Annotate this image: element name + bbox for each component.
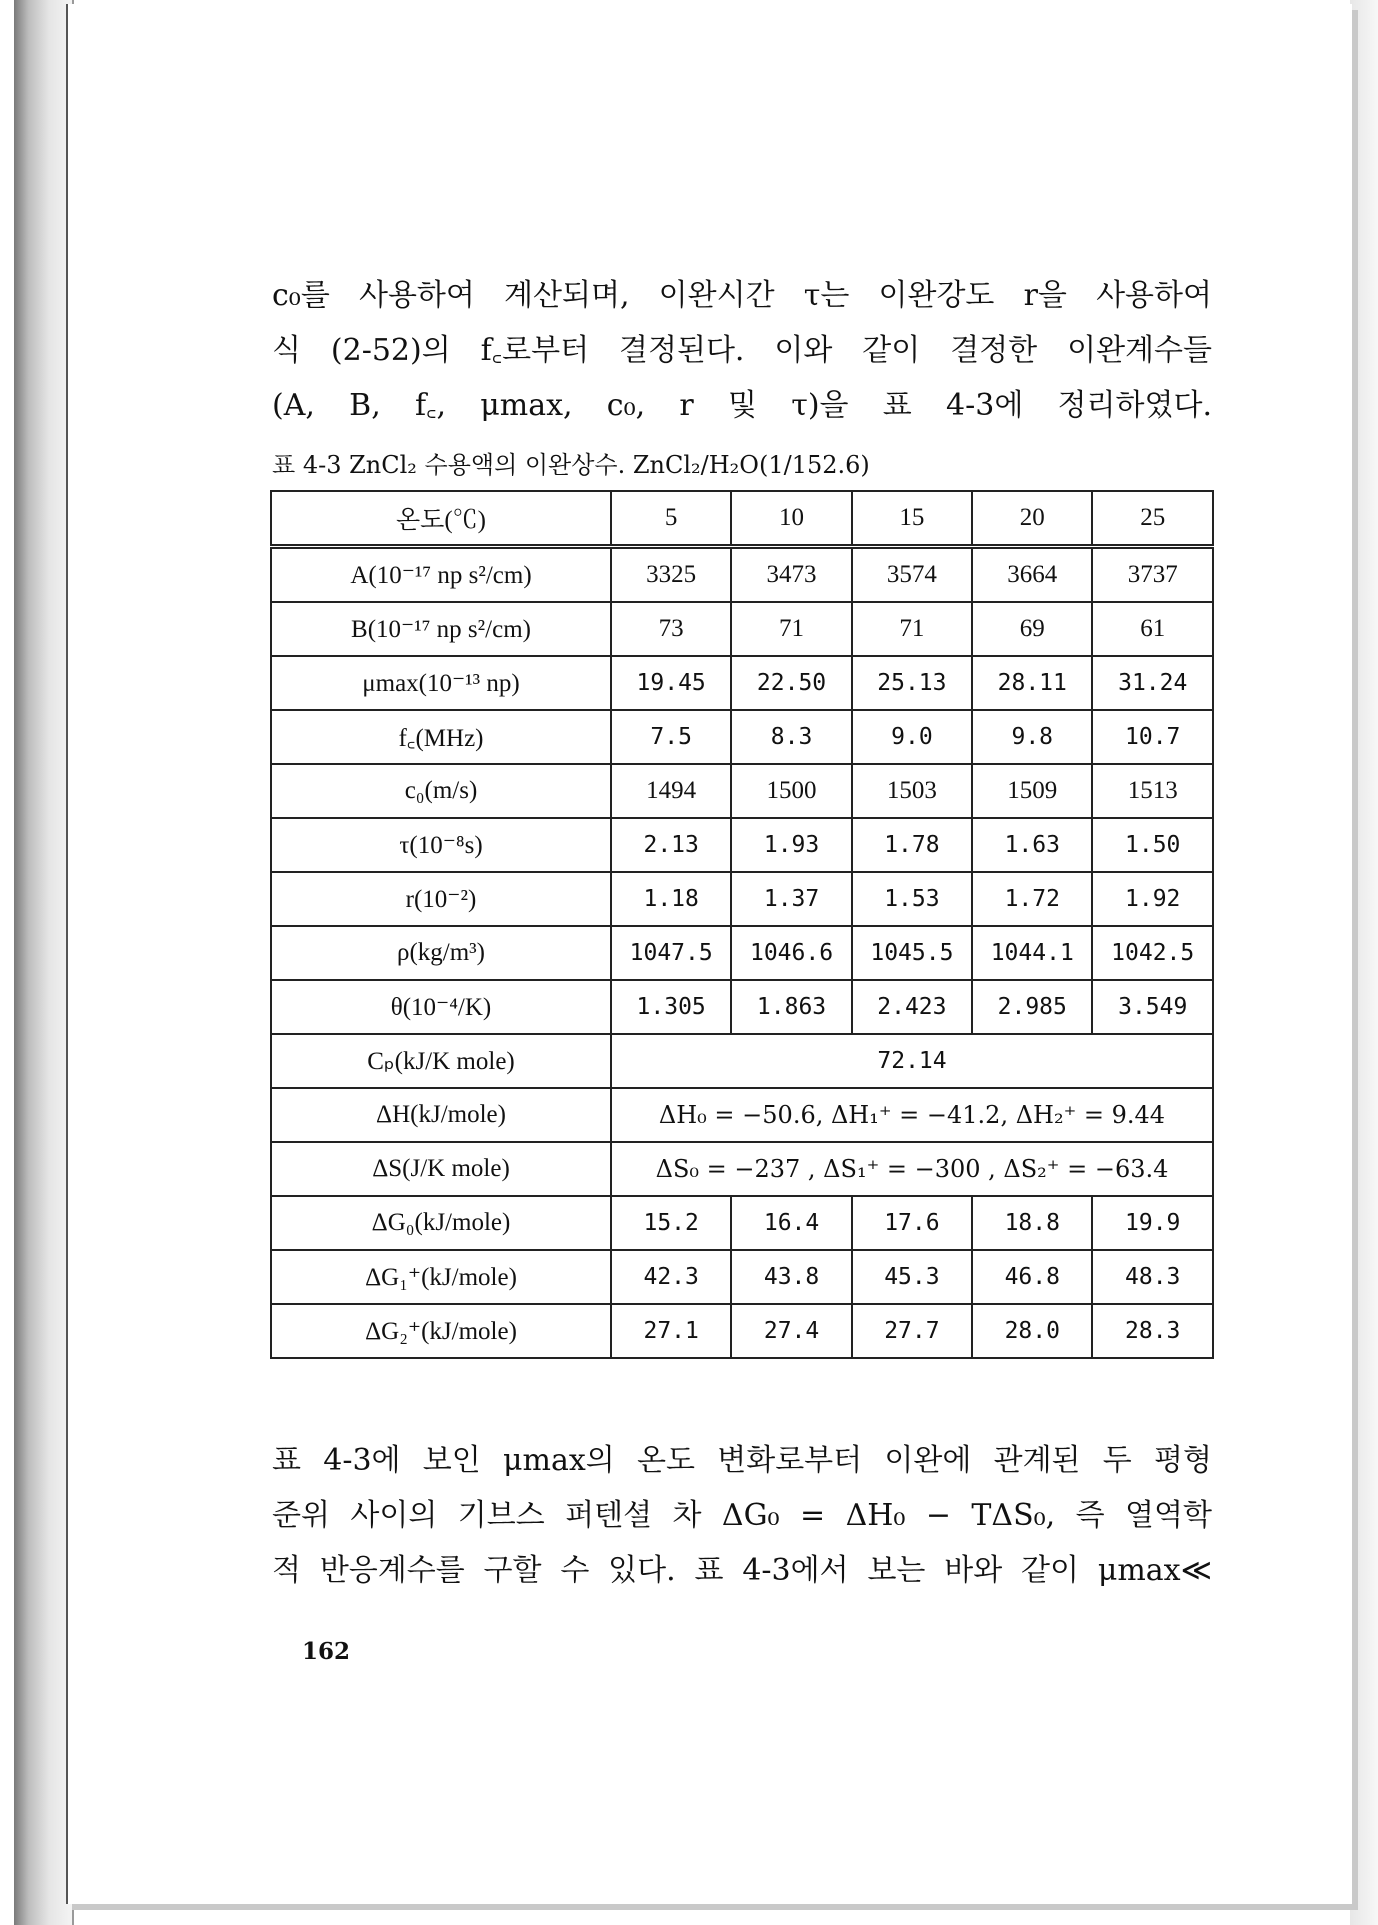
cell: 1494 (611, 764, 731, 818)
cell: 1047.5 (611, 926, 731, 980)
paragraph-line: 식 (2-52)의 f꜀로부터 결정된다. 이와 같이 결정한 이완계수들 (272, 333, 1212, 368)
table-caption: 표 4-3 ZnCl₂ 수용액의 이완상수. ZnCl₂/H₂O(1/152.6) (272, 451, 870, 479)
cell: 1.863 (731, 980, 851, 1034)
cell: 10.7 (1092, 710, 1213, 764)
cell: 61 (1092, 602, 1213, 656)
cell: 45.3 (852, 1250, 972, 1304)
merged-cell: ΔS₀ = −237 , ΔS₁⁺ = −300 , ΔS₂⁺ = −63.4 (611, 1142, 1213, 1196)
table-row (271, 1142, 1213, 1196)
cell: 2.423 (852, 980, 972, 1034)
cell: 42.3 (611, 1250, 731, 1304)
cell: 3737 (1092, 547, 1213, 603)
table-row (271, 602, 1213, 656)
cell: 71 (852, 602, 972, 656)
bottom-paragraph (272, 1433, 1212, 1598)
row-label: ΔG₂⁺(kJ/mole) (271, 1304, 611, 1358)
header-temperature: 온도(℃) (271, 491, 611, 547)
row-label: ΔS(J/K mole) (271, 1142, 611, 1196)
page-edge (1350, 0, 1378, 1925)
top-paragraph (272, 268, 1212, 433)
cell: 25.13 (852, 656, 972, 710)
cell: 1.37 (731, 872, 851, 926)
table-row (271, 1196, 1213, 1250)
book-spine (14, 0, 74, 1925)
cell: 7.5 (611, 710, 731, 764)
cell: 1.18 (611, 872, 731, 926)
cell: 28.11 (972, 656, 1092, 710)
paragraph-line: (A, B, f꜀, μmax, c₀, r 및 τ)을 표 4-3에 정리하였다. (272, 388, 1212, 423)
cell: 2.985 (972, 980, 1092, 1034)
cell: 3325 (611, 547, 731, 603)
cell: 48.3 (1092, 1250, 1213, 1304)
cell: 69 (972, 602, 1092, 656)
paragraph-line: 적 반응계수를 구할 수 있다. 표 4-3에서 보는 바와 같이 μmax≪ (272, 1553, 1212, 1588)
cell: 1509 (972, 764, 1092, 818)
relaxation-constants-table (270, 490, 1214, 1359)
paragraph-line: c₀를 사용하여 계산되며, 이완시간 τ는 이완강도 r을 사용하여 (272, 278, 1212, 313)
cell: 9.0 (852, 710, 972, 764)
row-label: ΔG₀(kJ/mole) (271, 1196, 611, 1250)
row-label: ΔH(kJ/mole) (271, 1088, 611, 1142)
cell: 1.78 (852, 818, 972, 872)
cell: 18.8 (972, 1196, 1092, 1250)
cell: 3574 (852, 547, 972, 603)
row-label: θ(10⁻⁴/K) (271, 980, 611, 1034)
table-header-row (271, 491, 1213, 547)
cell: 17.6 (852, 1196, 972, 1250)
header-col: 10 (731, 491, 851, 547)
merged-cell: 72.14 (611, 1034, 1213, 1088)
cell: 1.92 (1092, 872, 1213, 926)
cell: 1.305 (611, 980, 731, 1034)
header-col: 5 (611, 491, 731, 547)
cell: 3473 (731, 547, 851, 603)
cell: 28.3 (1092, 1304, 1213, 1358)
cell: 1513 (1092, 764, 1213, 818)
table-row (271, 656, 1213, 710)
cell: 27.4 (731, 1304, 851, 1358)
cell: 3664 (972, 547, 1092, 603)
cell: 1.50 (1092, 818, 1213, 872)
table-row (271, 1088, 1213, 1142)
table-row (271, 1250, 1213, 1304)
table-row (271, 926, 1213, 980)
cell: 2.13 (611, 818, 731, 872)
cell: 73 (611, 602, 731, 656)
row-label: τ(10⁻⁸s) (271, 818, 611, 872)
cell: 1.72 (972, 872, 1092, 926)
table-row (271, 1034, 1213, 1088)
cell: 1045.5 (852, 926, 972, 980)
header-col: 15 (852, 491, 972, 547)
cell: 28.0 (972, 1304, 1092, 1358)
cell: 1.93 (731, 818, 851, 872)
cell: 19.9 (1092, 1196, 1213, 1250)
table-row (271, 710, 1213, 764)
cell: 46.8 (972, 1250, 1092, 1304)
cell: 71 (731, 602, 851, 656)
cell: 27.1 (611, 1304, 731, 1358)
cell: 31.24 (1092, 656, 1213, 710)
cell: 1500 (731, 764, 851, 818)
row-label: Cₚ(kJ/K mole) (271, 1034, 611, 1088)
paragraph-line: 표 4-3에 보인 μmax의 온도 변화로부터 이완에 관계된 두 평형 (272, 1443, 1212, 1478)
row-label: f꜀(MHz) (271, 710, 611, 764)
header-col: 25 (1092, 491, 1213, 547)
row-label: B(10⁻¹⁷ np s²/cm) (271, 602, 611, 656)
row-label: ρ(kg/m³) (271, 926, 611, 980)
cell: 15.2 (611, 1196, 731, 1250)
cell: 9.8 (972, 710, 1092, 764)
cell: 19.45 (611, 656, 731, 710)
table-row (271, 980, 1213, 1034)
header-col: 20 (972, 491, 1092, 547)
table-row (271, 547, 1213, 603)
cell: 1046.6 (731, 926, 851, 980)
cell: 8.3 (731, 710, 851, 764)
row-label: r(10⁻²) (271, 872, 611, 926)
merged-cell: ΔH₀ = −50.6, ΔH₁⁺ = −41.2, ΔH₂⁺ = 9.44 (611, 1088, 1213, 1142)
table-row (271, 818, 1213, 872)
cell: 43.8 (731, 1250, 851, 1304)
cell: 16.4 (731, 1196, 851, 1250)
row-label: A(10⁻¹⁷ np s²/cm) (271, 547, 611, 603)
cell: 1.63 (972, 818, 1092, 872)
cell: 27.7 (852, 1304, 972, 1358)
cell: 22.50 (731, 656, 851, 710)
table-row (271, 872, 1213, 926)
paragraph-line: 준위 사이의 기브스 퍼텐셜 차 ΔG₀ = ΔH₀ − TΔS₀, 즉 열역학 (272, 1498, 1212, 1533)
table-row (271, 1304, 1213, 1358)
cell: 1503 (852, 764, 972, 818)
cell: 1.53 (852, 872, 972, 926)
cell: 1042.5 (1092, 926, 1213, 980)
row-label: c₀(m/s) (271, 764, 611, 818)
page-number: 162 (302, 1638, 351, 1665)
row-label: ΔG₁⁺(kJ/mole) (271, 1250, 611, 1304)
cell: 3.549 (1092, 980, 1213, 1034)
cell: 1044.1 (972, 926, 1092, 980)
row-label: μmax(10⁻¹³ np) (271, 656, 611, 710)
table-row (271, 764, 1213, 818)
